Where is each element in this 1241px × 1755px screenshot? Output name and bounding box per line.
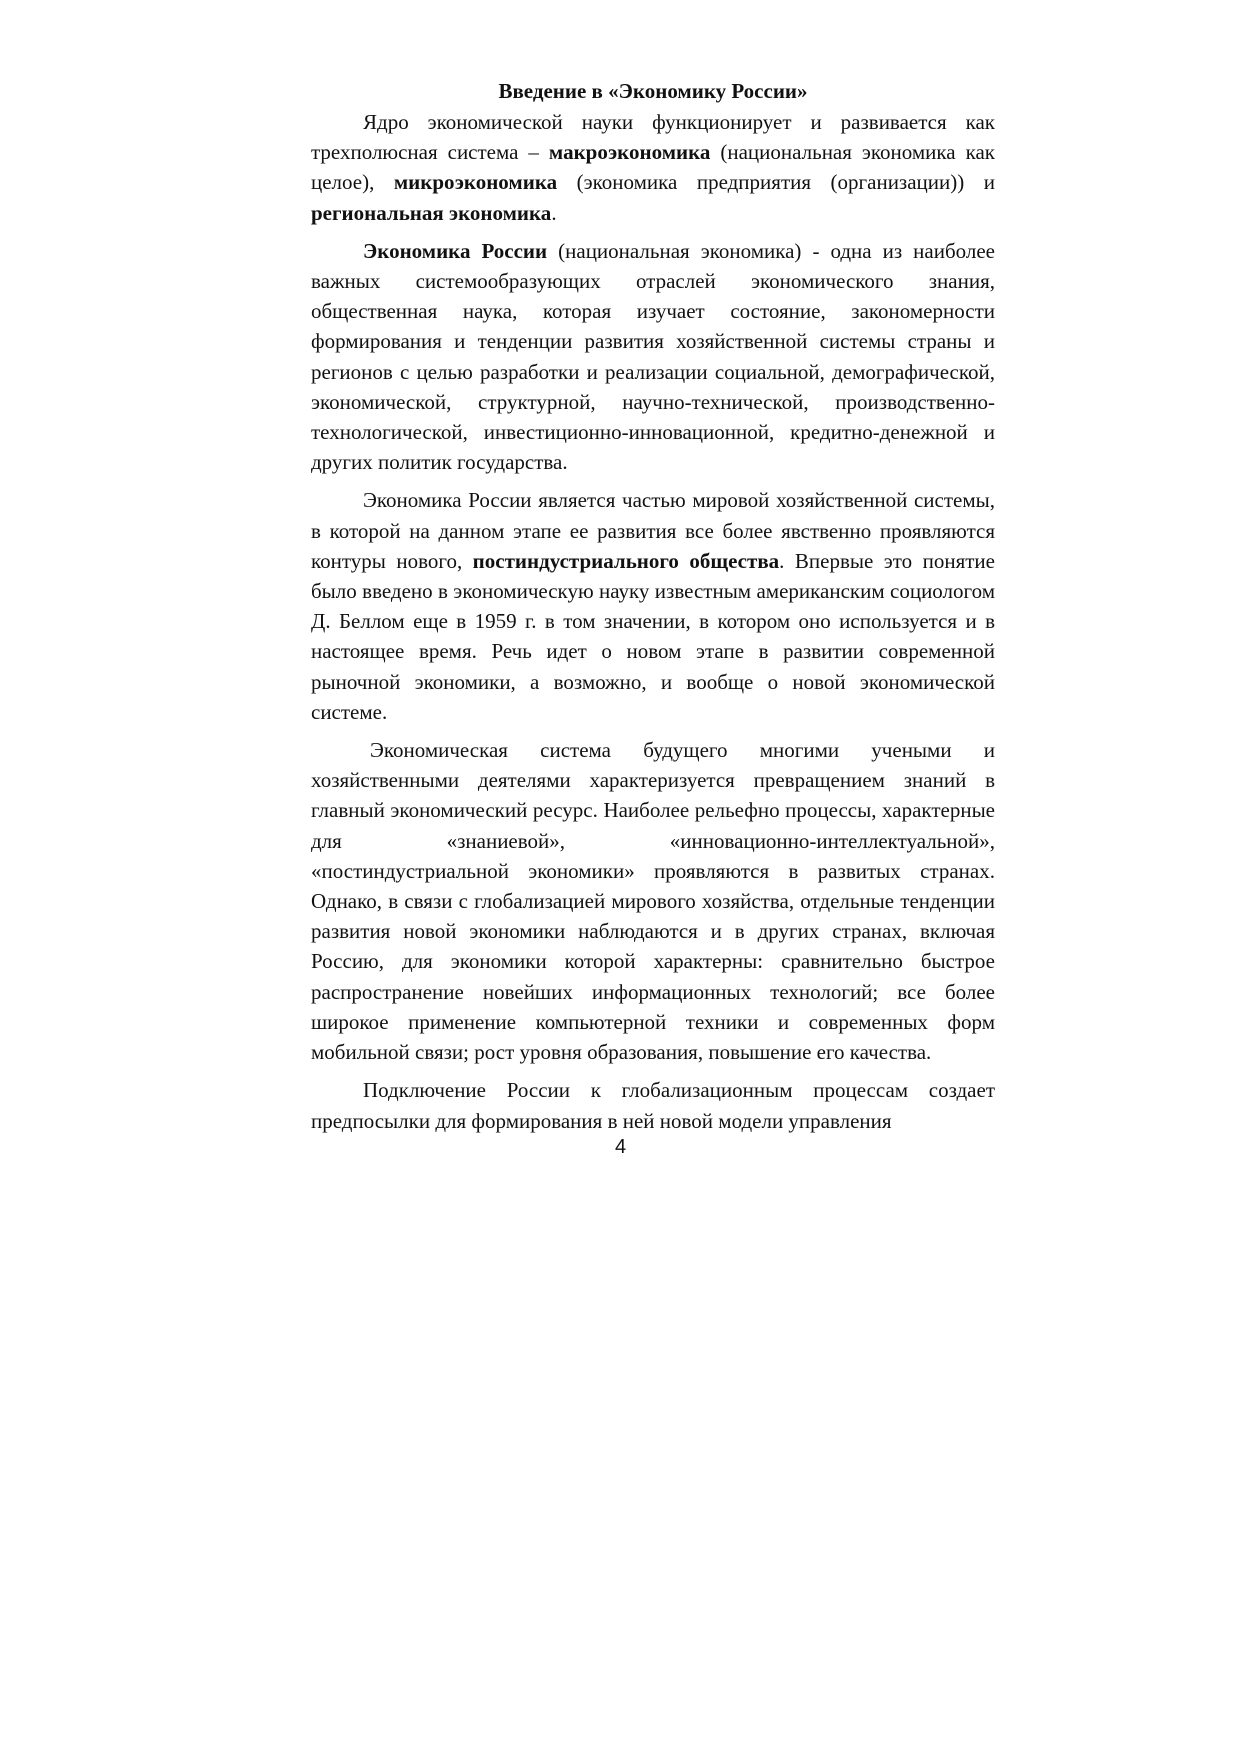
document-body <box>311 107 995 1136</box>
bold-term: макроэкономика <box>548 140 711 165</box>
text-run: Экономическая система будущего многими учеными и хозяйственными деятелями характеризуется превращением знаний в главный экономический ресурс. Наиболее рельефно процессы, характерные для «знаниевой», «инновационно-интеллектуальной», «постиндустриальной экономики» проявляются в развитых странах. Однако, в связи с глобализацией мирового хозяйства, отдельные тенденции развития новой экономики наблюдаются и в других странах, включая Россию, для экономики которой характерны: сравнительно быстрое распространение новейших информационных технологий; все более широкое применение компьютерной техники и современных форм мобильной связи; рост уровня образования, повышение его качества. <box>311 738 995 1065</box>
paragraph <box>311 236 995 478</box>
text-run: Ядро экономической науки функционирует и развивается как трехполюсная система – <box>311 110 995 165</box>
text-run: (национальная экономика как целое), <box>311 140 995 195</box>
page-number: 4 <box>614 1136 627 1158</box>
document-page <box>311 76 995 1144</box>
bold-term: региональная экономика <box>311 200 552 225</box>
text-run: (национальная экономика) - одна из наиболее важных системообразующих отраслей экономического знания, общественная наука, которая изучает состояние, закономерности формирования и тенденции развития хозяйственной системы страны и регионов с целью разработки и реализации социальной, демографической, экономической, структурной, научно-технической, производственно-технологической, инвестиционно-инновационной, кредитно-денежной и других политик государства. <box>311 238 995 475</box>
text-run: . Впервые это понятие было введено в экономическую науку известным американским социологом Д. Беллом еще в 1959 г. в том значении, в котором оно используется и в настоящее время. Речь идет о новом этапе в развитии современной рыночной экономики, а возможно, и вообще о новой экономической системе. <box>311 548 995 724</box>
paragraph <box>311 107 995 228</box>
text-run: (экономика предприятия (организации)) и <box>557 170 995 195</box>
text-run: Подключение России к глобализационным процессам создает предпосылки для формирования в ней новой модели управления <box>311 1078 995 1133</box>
bold-term: постиндустриального общества <box>472 548 780 573</box>
paragraph <box>311 1075 995 1135</box>
bold-term: микроэкономика <box>393 170 558 195</box>
bold-term: Экономика России <box>363 238 548 263</box>
paragraph <box>311 735 995 1067</box>
text-run: Экономика России является частью мировой хозяйственной системы, в которой на данном этапе ее развития все более явственно проявляются контуры нового, <box>311 488 995 573</box>
text-run: . <box>551 200 557 225</box>
document-title: Введение в «Экономику России» <box>498 79 808 103</box>
paragraph <box>311 485 995 727</box>
